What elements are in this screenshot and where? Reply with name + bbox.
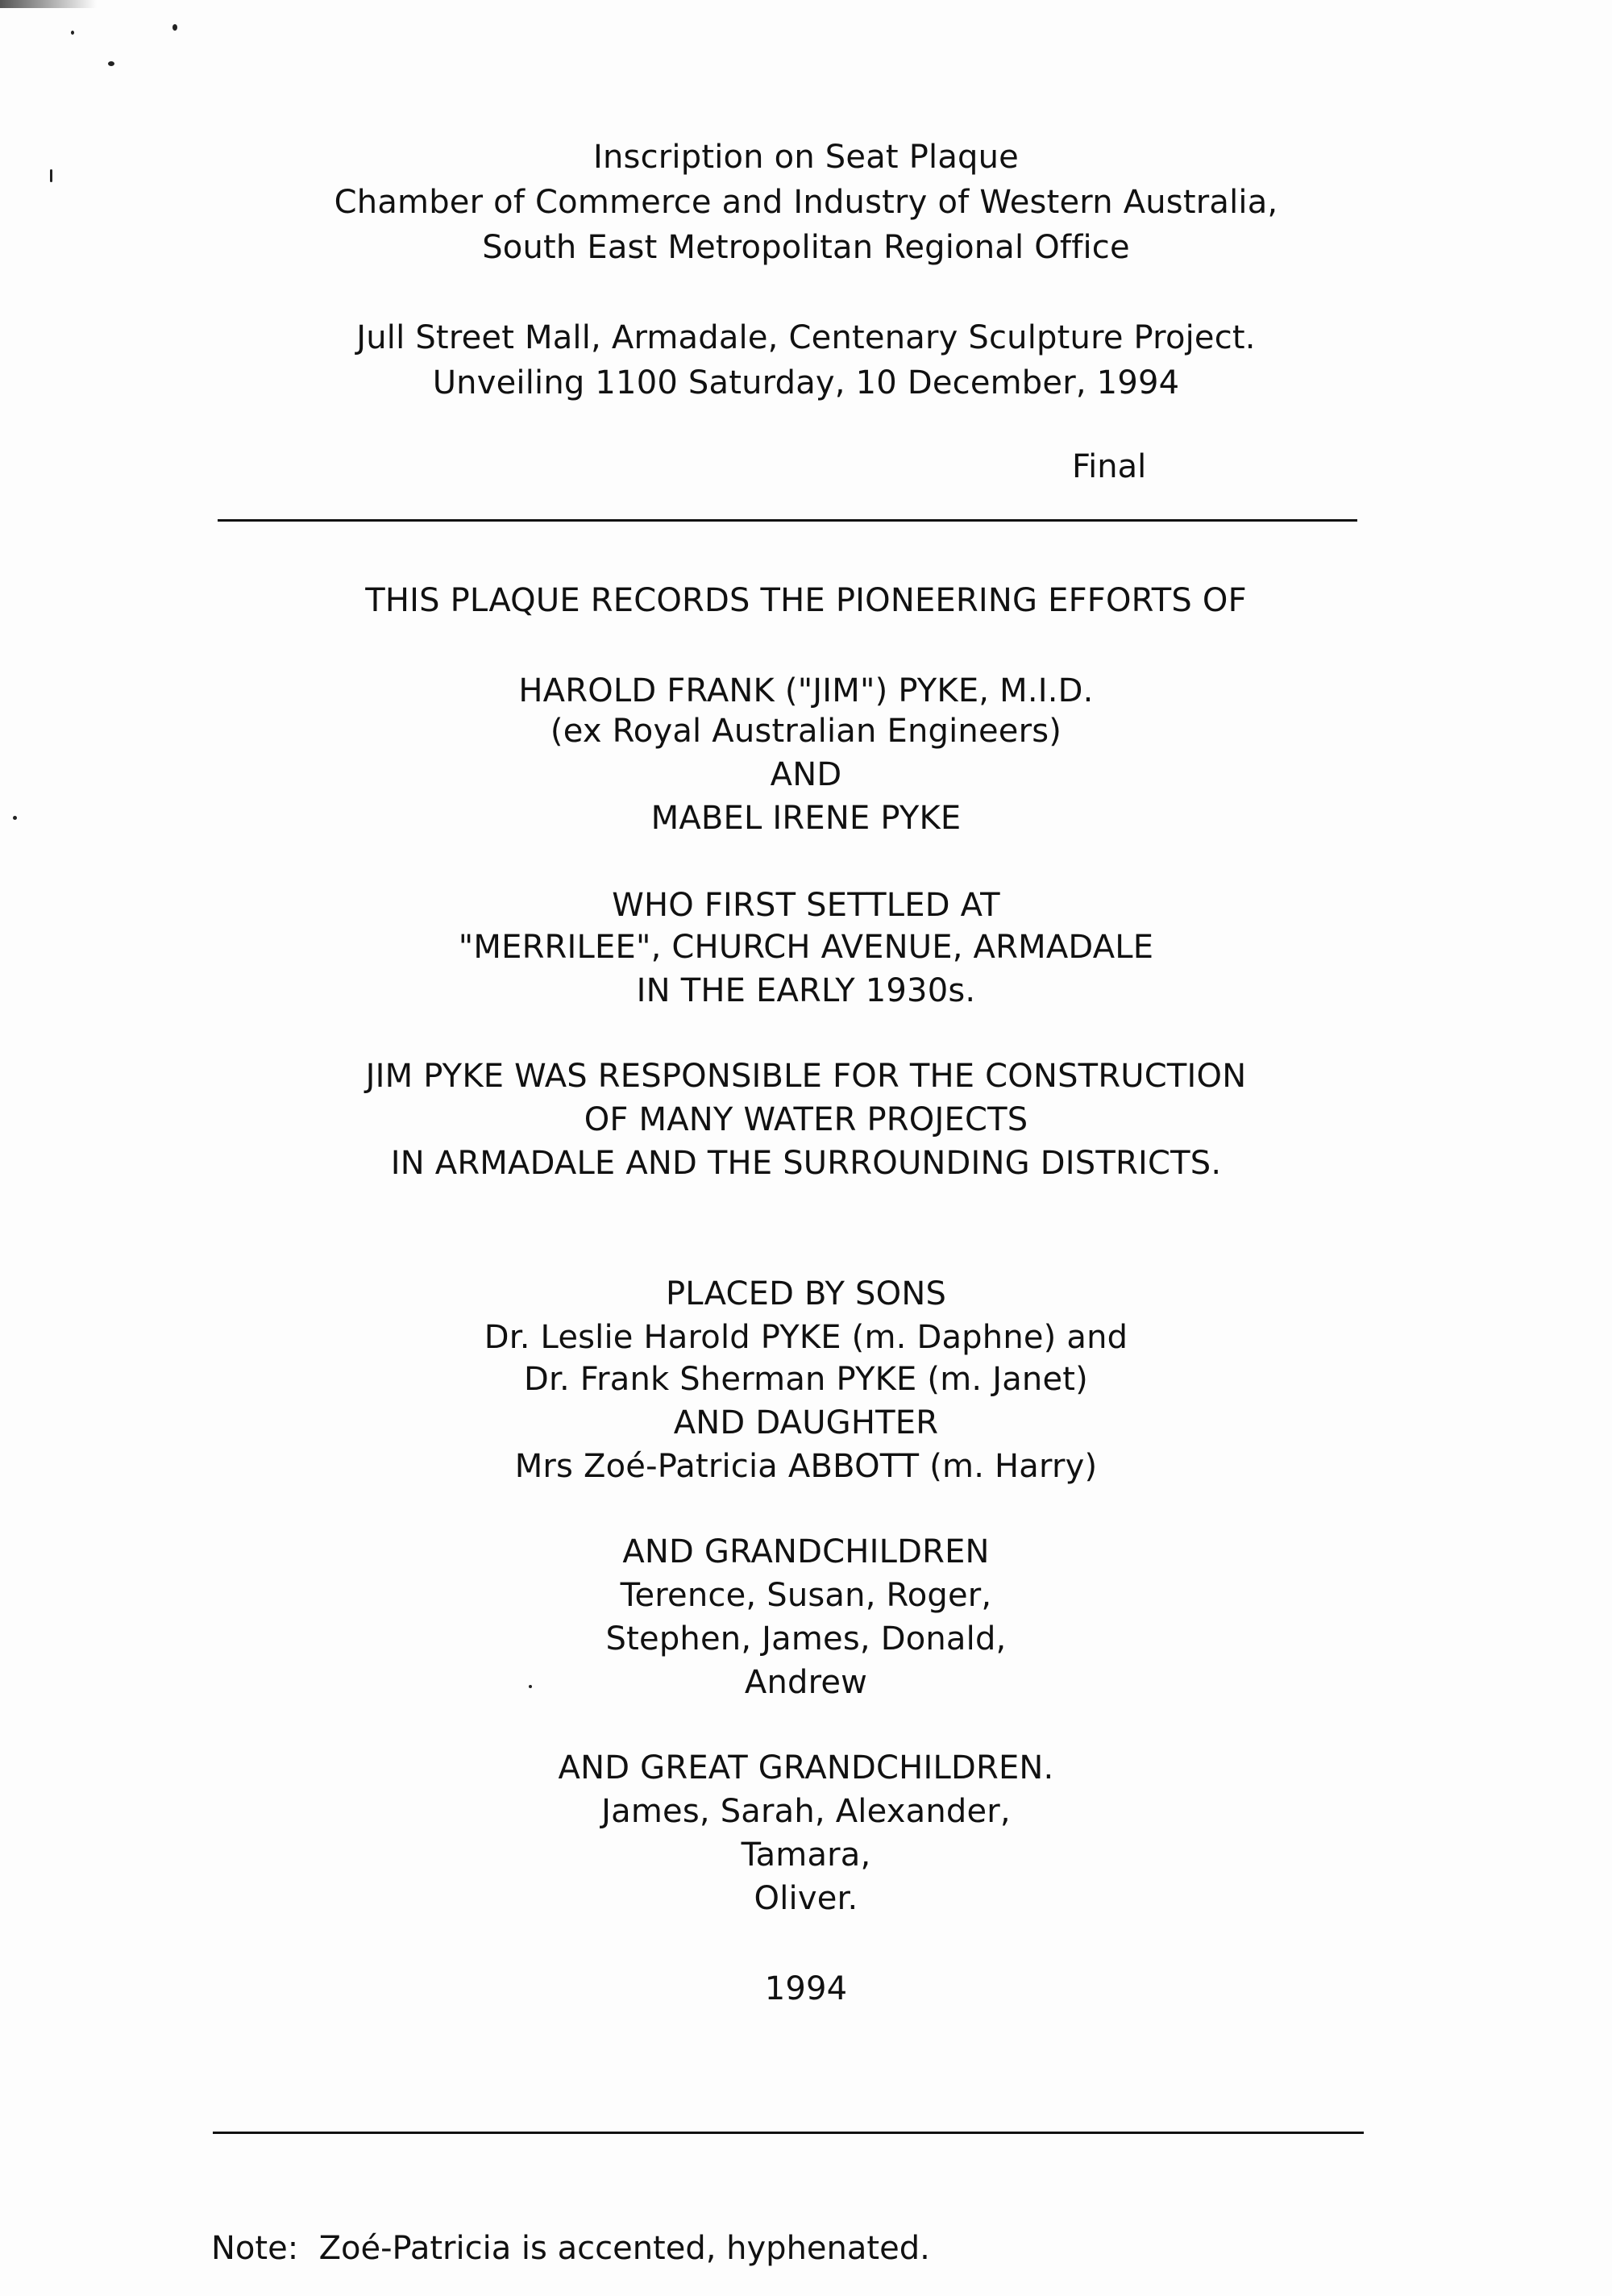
person2-name: MABEL IRENE PYKE [650,800,962,837]
bottom-divider [213,2132,1364,2134]
organization-line-1: Chamber of Commerce and Industry of Western Australia, [334,184,1278,221]
and-connector: AND [770,756,842,793]
settled-line-3: IN THE EARLY 1930s. [636,972,976,1009]
top-divider [218,519,1357,522]
location-line: Jull Street Mall, Armadale, Centenary Sculpture Project. [356,319,1256,356]
scan-speck [71,31,74,35]
organization-line-2: South East Metropolitan Regional Office [482,229,1130,266]
status-final: Final [1072,448,1147,485]
document-title: Inscription on Seat Plaque [592,139,1019,176]
settled-line-2: "MERRILEE", CHURCH AVENUE, ARMADALE [458,929,1154,966]
great-grandchildren-line-2: Tamara, [741,1836,871,1874]
scan-speck [172,24,177,31]
plaque-year: 1994 [764,1970,848,2007]
great-grandchildren-heading: AND GREAT GRANDCHILDREN. [558,1749,1054,1786]
and-daughter-heading: AND DAUGHTER [673,1404,939,1441]
footer-note: Note: Zoé-Patricia is accented, hyphenated. [211,2230,930,2267]
grandchildren-line-3: Andrew [744,1664,868,1701]
great-grandchildren-line-3: Oliver. [754,1880,858,1917]
person1-note: (ex Royal Australian Engineers) [550,713,1062,750]
scan-speck [108,61,114,66]
grandchildren-line-2: Stephen, James, Donald, [605,1620,1007,1658]
grandchildren-line-1: Terence, Susan, Roger, [620,1577,992,1614]
great-grandchildren-line-1: James, Sarah, Alexander, [601,1793,1011,1830]
son-1: Dr. Leslie Harold PYKE (m. Daphne) and [484,1319,1128,1356]
placed-by-heading: PLACED BY SONS [665,1275,947,1312]
person1-name: HAROLD FRANK ("JIM") PYKE, M.I.D. [518,672,1094,709]
works-line-2: OF MANY WATER PROJECTS [584,1101,1028,1138]
settled-line-1: WHO FIRST SETTLED AT [612,887,1000,924]
daughter: Mrs Zoé-Patricia ABBOTT (m. Harry) [514,1448,1098,1485]
grandchildren-heading: AND GRANDCHILDREN [622,1533,990,1570]
unveiling-line: Unveiling 1100 Saturday, 10 December, 1994 [432,364,1180,401]
scan-corner-shadow [0,0,97,8]
plaque-intro: THIS PLAQUE RECORDS THE PIONEERING EFFORTS OF [365,582,1247,619]
works-line-1: JIM PYKE WAS RESPONSIBLE FOR THE CONSTRUCTION [365,1058,1247,1095]
son-2: Dr. Frank Sherman PYKE (m. Janet) [524,1361,1088,1398]
works-line-3: IN ARMADALE AND THE SURROUNDING DISTRICTS. [390,1145,1222,1182]
